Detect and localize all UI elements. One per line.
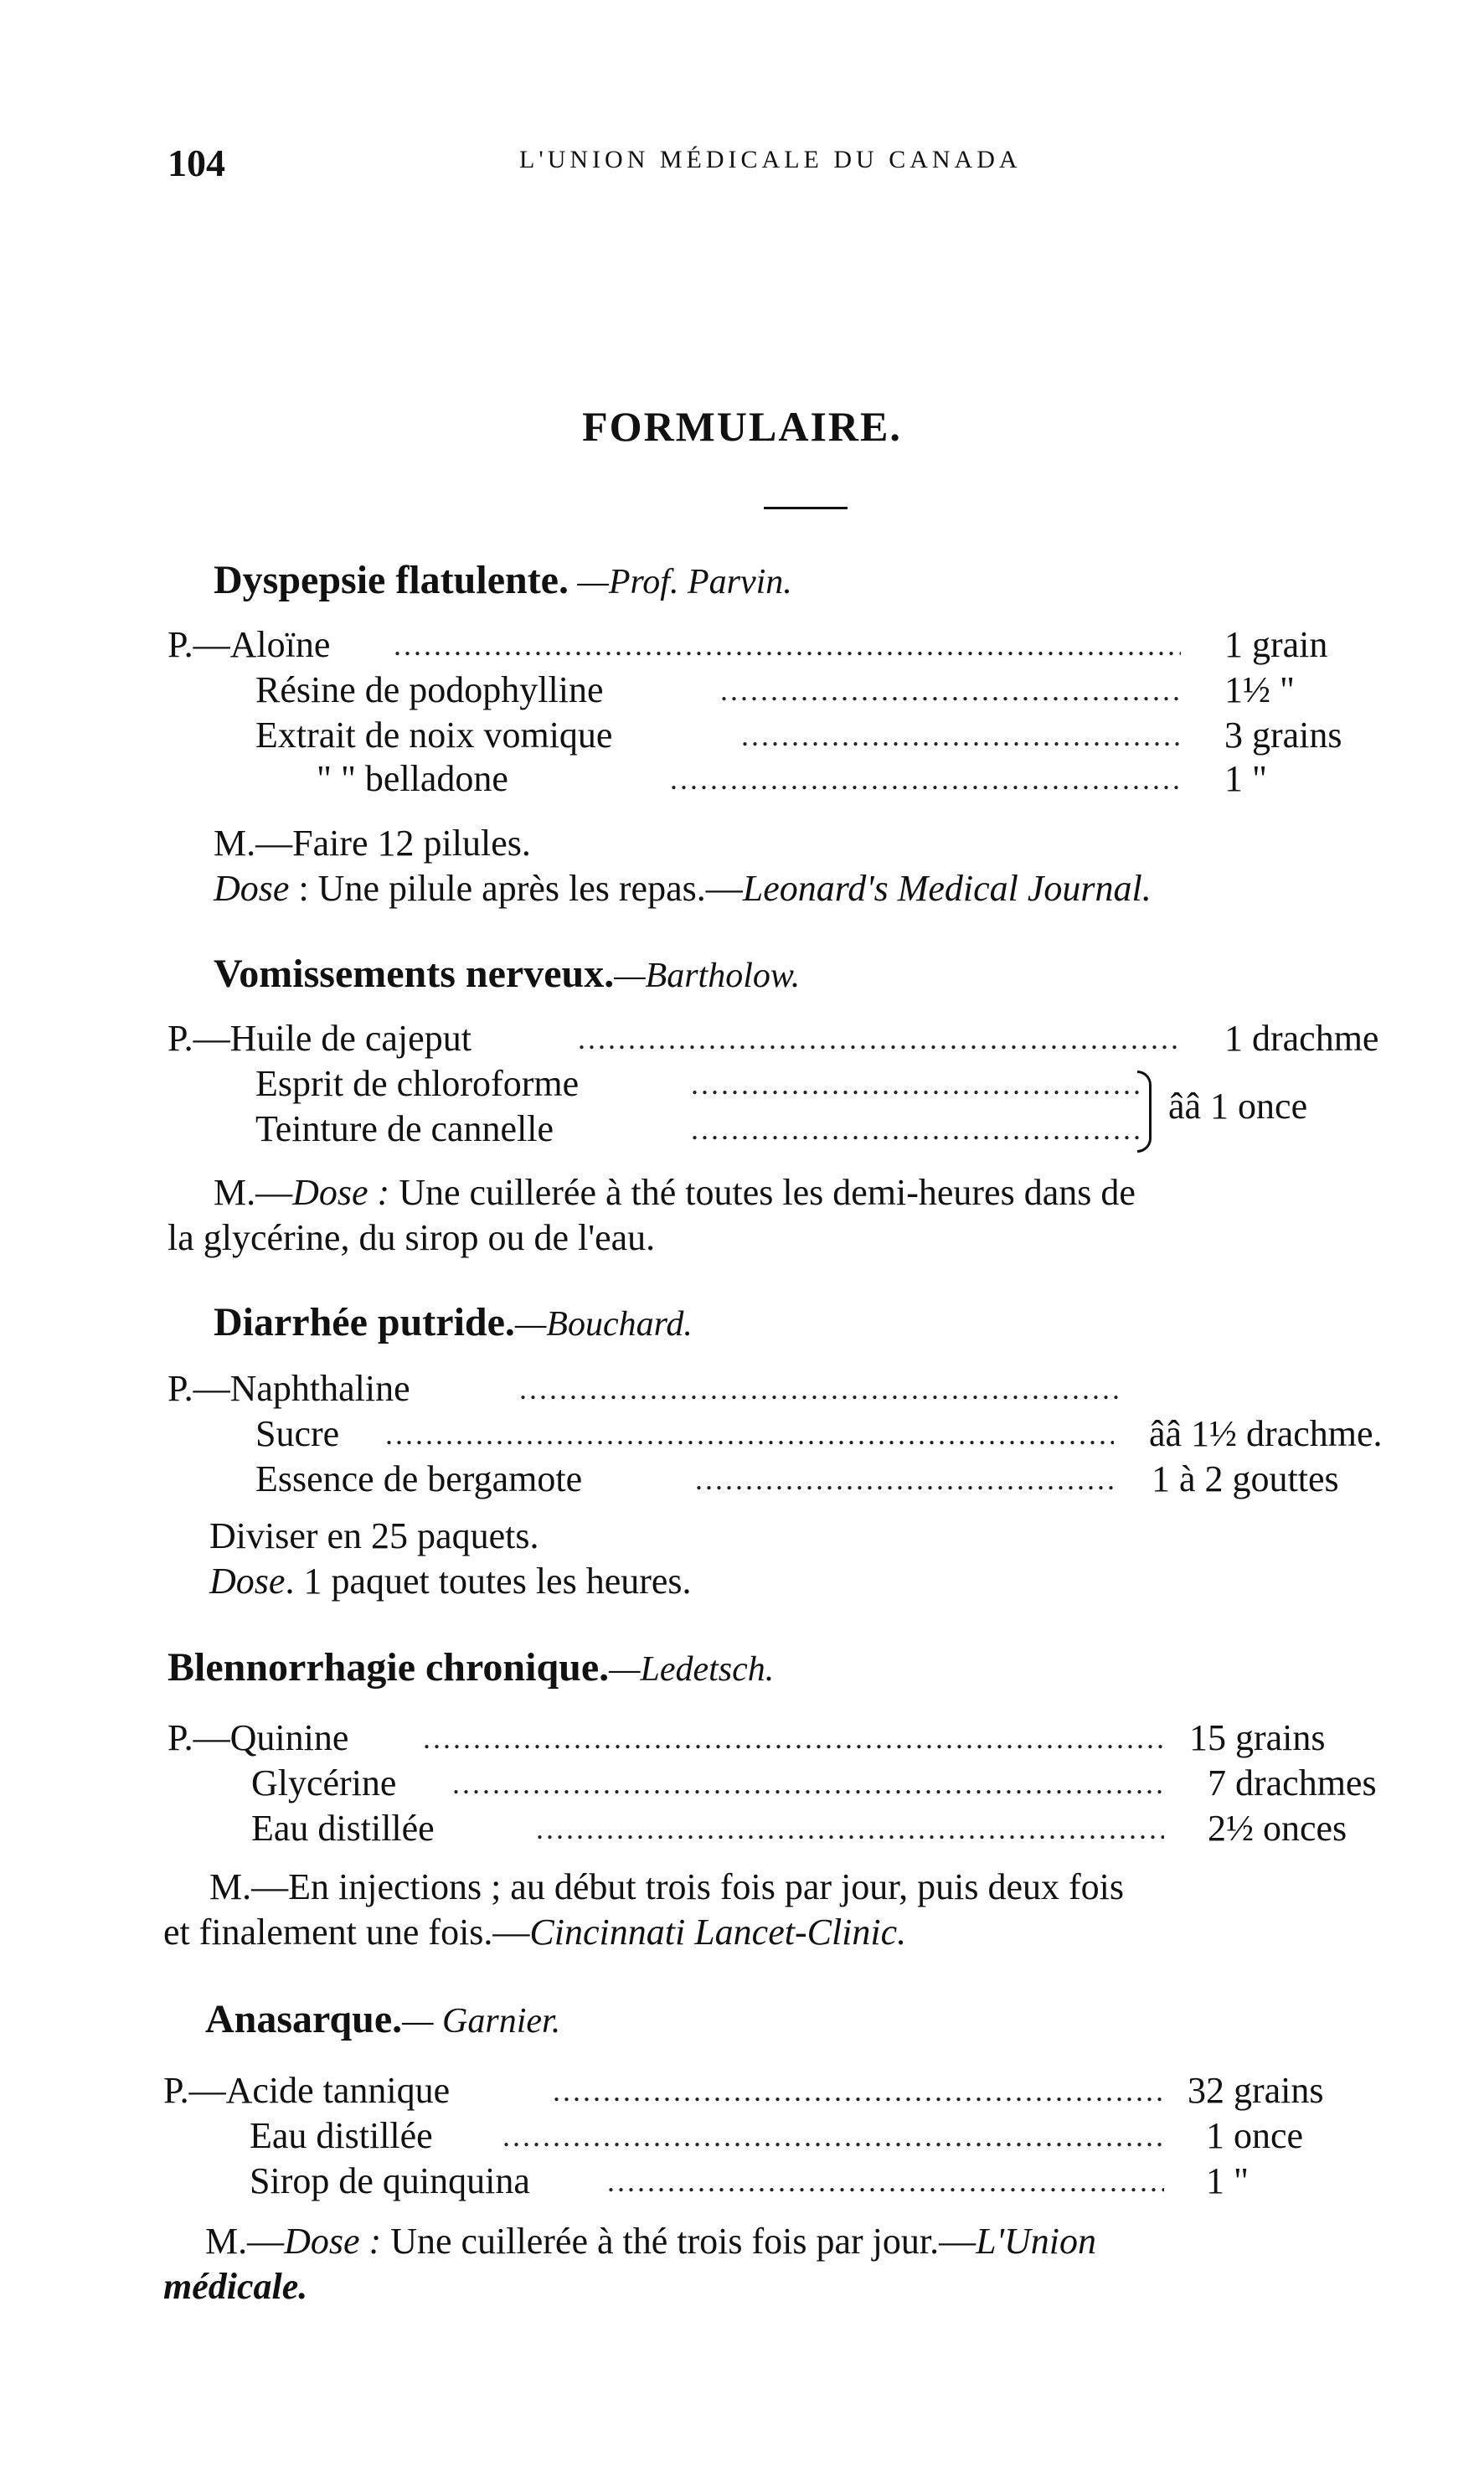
leader-dots — [519, 1366, 1122, 1411]
ingredient-name: P.—Aloïne — [167, 624, 331, 665]
ingredient-qty: 3 grains — [1224, 715, 1342, 756]
leader-dots — [691, 1107, 1139, 1152]
leader-dots — [695, 1457, 1114, 1502]
directions — [209, 1865, 1124, 1910]
ingredient-name: Extrait de noix vomique — [255, 715, 613, 756]
leader-dots — [553, 2068, 1164, 2113]
dose-text: Une cuillerée à thé trois fois par jour.— — [381, 2221, 976, 2262]
leader-dots — [452, 1761, 1164, 1806]
section-heading — [214, 951, 800, 999]
ingredient-name: Essence de bergamote — [255, 1458, 583, 1499]
ingredient-name: Résine de podophylline — [255, 669, 604, 710]
section-heading-name: Vomissements nerveux. — [214, 952, 615, 996]
directions-prefix: M.— — [214, 1172, 293, 1213]
leader-dots — [394, 622, 1181, 668]
directions — [214, 821, 531, 866]
section-heading-name: Dyspepsie flatulente. — [214, 558, 569, 602]
leader-dots — [578, 1016, 1181, 1061]
section-author: —Ledetsch. — [609, 1650, 775, 1689]
leader-dots — [423, 1716, 1164, 1761]
dose-label: Dose : — [284, 2221, 382, 2262]
ingredient-qty: 32 grains — [1188, 2070, 1324, 2111]
dose-line — [209, 1559, 692, 1604]
leader-dots — [670, 756, 1181, 802]
section-heading — [214, 557, 792, 606]
source-citation: médicale. — [163, 2266, 308, 2307]
source-citation: Cincinnati Lancet-Clinic. — [529, 1912, 907, 1953]
ingredient-qty: 1 once — [1206, 2115, 1304, 2156]
directions-continued — [163, 1910, 906, 1955]
page-number: 104 — [167, 142, 225, 184]
directions-continued — [167, 1215, 655, 1261]
source-citation: Leonard's Medical Journal. — [742, 868, 1152, 909]
ingredient-qty: 7 drachmes — [1208, 1762, 1377, 1803]
directions — [205, 2219, 1096, 2264]
directions-continued — [163, 2264, 307, 2309]
dose-text: . 1 paquet toutes les heures. — [285, 1561, 692, 1602]
brace — [1137, 1071, 1152, 1153]
brace-qty: ââ 1 once — [1168, 1086, 1308, 1127]
ingredient-qty: 2½ onces — [1208, 1808, 1347, 1849]
dose-label: Dose : — [292, 1172, 390, 1213]
ingredient-name: Eau distillée — [251, 1808, 435, 1849]
ingredient-qty: 1 grain — [1224, 624, 1328, 665]
ingredient-name: Esprit de chloroforme — [255, 1063, 580, 1104]
ingredient-name: Sirop de quinquina — [250, 2160, 530, 2201]
section-heading — [205, 1996, 560, 2045]
journal-title: L'UNION MÉDICALE DU CANADA — [519, 146, 1022, 173]
leader-dots — [607, 2159, 1164, 2204]
ingredient-qty: 1½ " — [1224, 669, 1295, 710]
directions — [209, 1514, 538, 1559]
directions-text: et finalement une fois.— — [163, 1912, 530, 1953]
leader-dots — [741, 713, 1181, 758]
leader-dots — [691, 1061, 1139, 1107]
directions-text: Diviser en 25 paquets. — [209, 1515, 539, 1556]
section-heading — [214, 1299, 693, 1348]
ingredient-qty: ââ 1½ drachme. — [1149, 1413, 1383, 1454]
section-heading — [167, 1644, 774, 1693]
ingredient-qty: 1 drachme — [1224, 1018, 1379, 1059]
ingredient-name: P.—Naphthaline — [167, 1368, 410, 1409]
ingredient-qty: 15 grains — [1189, 1717, 1326, 1758]
section-author: —Bouchard. — [514, 1305, 693, 1344]
ingredient-qty: 1 " — [1224, 758, 1267, 799]
section-heading-name: Diarrhée putride. — [214, 1300, 515, 1344]
ingredient-name: P.—Acide tannique — [163, 2070, 451, 2111]
directions — [214, 1170, 1136, 1215]
section-heading-name: Blennorrhagie chronique. — [167, 1645, 610, 1690]
ingredient-name: Sucre — [255, 1413, 340, 1454]
dose-label: Dose — [214, 868, 290, 909]
leader-dots — [536, 1806, 1164, 1851]
ingredient-name: " " belladone — [317, 758, 508, 799]
source-citation: L'Union — [976, 2221, 1096, 2262]
directions-text: M.—En injections ; au début trois fois par jour, puis deux fois — [209, 1866, 1124, 1907]
dose-text: la glycérine, du sirop ou de l'eau. — [167, 1217, 656, 1258]
section-author: —Bartholow. — [614, 957, 801, 995]
leader-dots — [502, 2113, 1164, 2159]
ingredient-qty: 1 à 2 gouttes — [1152, 1458, 1339, 1499]
dose-text: Une cuillerée à thé toutes les demi-heures dans de — [389, 1172, 1136, 1213]
leader-dots — [720, 668, 1181, 713]
ingredient-name: Eau distillée — [250, 2115, 433, 2156]
ingredient-name: P.—Quinine — [167, 1717, 349, 1758]
main-title: FORMULAIRE. — [582, 403, 902, 450]
ingredient-qty: 1 " — [1206, 2160, 1249, 2201]
ingredient-name: Glycérine — [251, 1762, 397, 1803]
title-rule — [764, 507, 848, 509]
directions-text: M.—Faire 12 pilules. — [214, 823, 531, 864]
ingredient-name: Teinture de cannelle — [255, 1108, 554, 1149]
dose-line — [214, 866, 1152, 911]
ingredient-name: P.—Huile de cajeput — [167, 1018, 471, 1059]
section-heading-name: Anasarque. — [205, 1997, 403, 2041]
dose-text: : Une pilule après les repas.— — [289, 868, 743, 909]
section-author: —Prof. Parvin. — [568, 563, 792, 601]
section-author: — Garnier. — [402, 2002, 561, 2041]
leader-dots — [385, 1411, 1114, 1457]
directions-prefix: M.— — [205, 2221, 285, 2262]
dose-label: Dose — [209, 1561, 286, 1602]
